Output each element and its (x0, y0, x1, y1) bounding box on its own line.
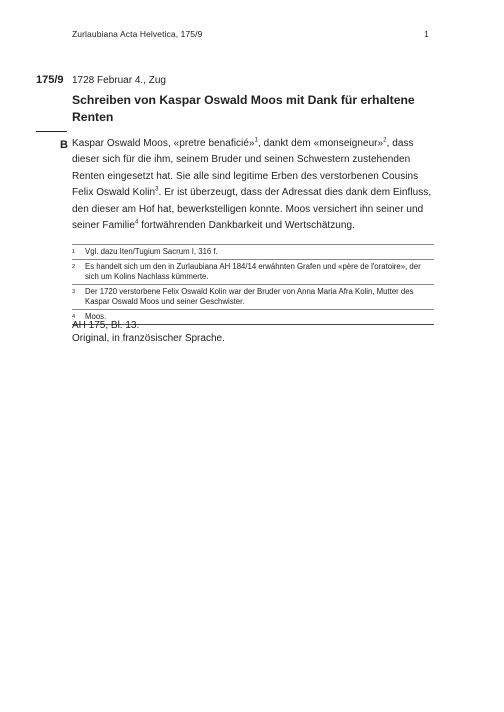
footnote-text: Moos. (85, 312, 107, 321)
document-date-place: 1728 Februar 4., Zug (72, 75, 166, 86)
footnote-ref[interactable]: 1 (254, 137, 258, 144)
summary-text: Kaspar Oswald Moos, «pretre benaficié» (72, 138, 255, 149)
footnote-number: 2 (72, 264, 76, 270)
footnote-number: 4 (72, 314, 76, 320)
footnote-ref[interactable]: 3 (155, 186, 159, 193)
summary-text: , dankt dem «monseigneur» (257, 138, 384, 149)
footnote-ref[interactable]: 4 (134, 219, 139, 226)
document-title: Schreiben von Kaspar Oswald Moos mit Dank für erhaltene Renten (72, 93, 415, 124)
footnotes-list (72, 244, 434, 325)
document-number: 175/9 (36, 74, 64, 86)
running-title: Zurlaubiana Acta Helvetica, 175/9 (72, 29, 203, 39)
section-rule (36, 131, 67, 132)
footnote (72, 245, 434, 260)
footnote-text: Der 1720 verstorbene Felix Oswald Kolin war der Bruder von Anna Maria Afra Kolin, Mutter des Kaspar Oswald Moos und seiner Geschwister. (85, 287, 414, 306)
footnote-number: 1 (72, 249, 76, 255)
section-marker: B (60, 139, 68, 151)
footnote-number: 3 (72, 289, 76, 295)
archive-note: Original, in französischer Sprache. (72, 332, 225, 344)
footnote (72, 260, 434, 285)
footnote (72, 285, 434, 310)
summary-text: . Er ist überzeugt, dass der Adressat dies dank dem Einfluss, den dieser am Hof hat, bewerkstelligen konnte. Moos versichert ihn seiner und seiner Familie (72, 187, 432, 232)
summary-paragraph (72, 136, 434, 234)
page-number: 1 (424, 29, 429, 39)
footnote-ref[interactable]: 2 (383, 137, 387, 144)
archive-signature: AH 175, Bl. 13. (72, 320, 140, 331)
footnote-text: Es handelt sich um den in Zurlaubiana AH 184/14 erwähnten Grafen und «père de l'oratoire», der sich um Kolins Nachlass kümmerte. (85, 262, 421, 281)
summary-text: , dass dieser sich für die ihm, seinem Bruder und seinen Schwestern zustehenden Renten eingesetzt hat. Sie alle sind legitime Erben des verstorbenen Cousins Felix Oswald Kolin (72, 138, 419, 199)
archive-info (72, 320, 225, 345)
summary-text: fortwährenden Dankbarkeit und Wertschätzung. (138, 220, 355, 232)
footnote-text: Vgl. dazu Iten/Tugium Sacrum I, 316 f. (85, 247, 218, 256)
